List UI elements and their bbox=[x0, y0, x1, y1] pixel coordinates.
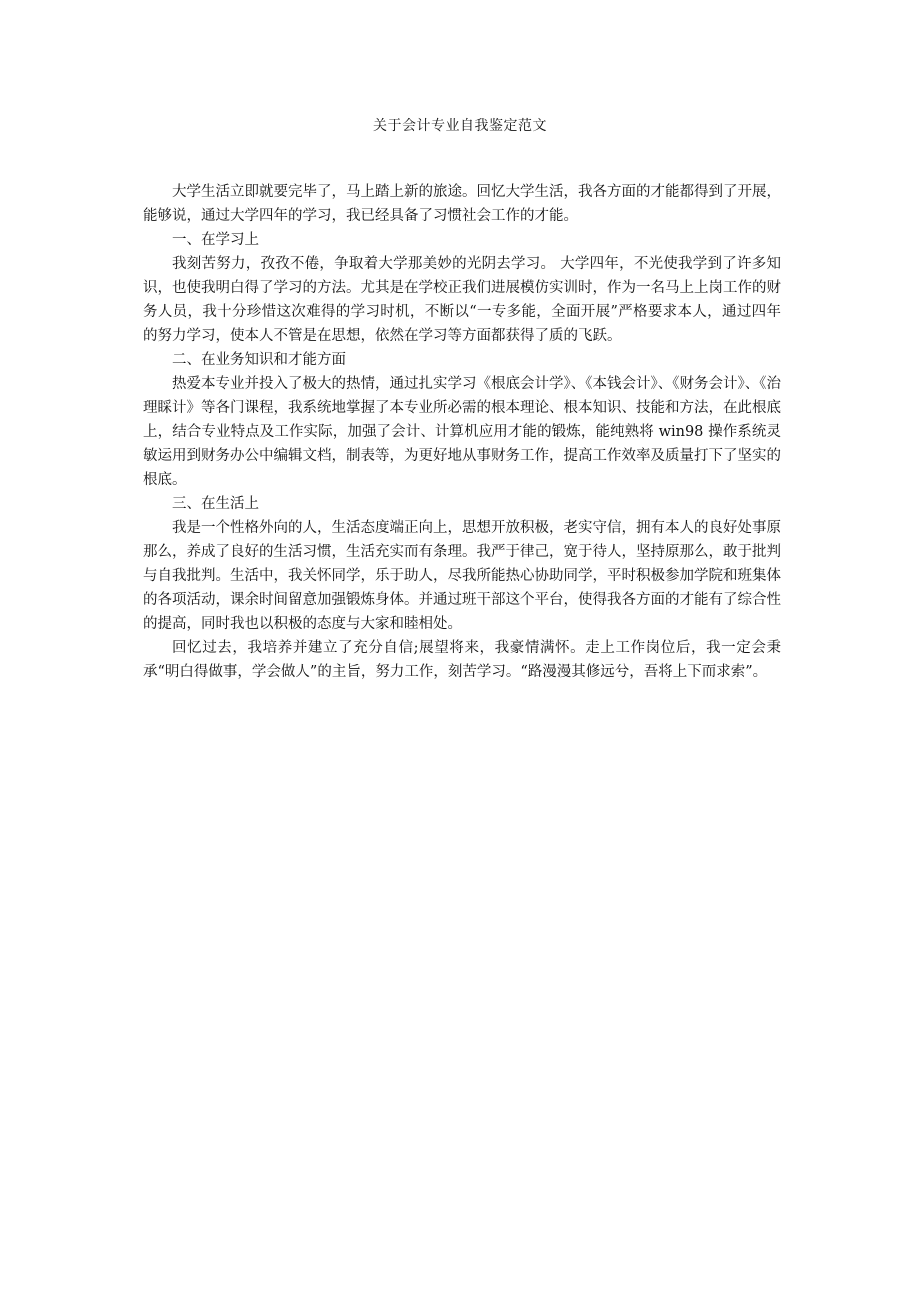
section-heading-life: 三、在生活上 bbox=[172, 496, 259, 512]
document-body bbox=[143, 180, 781, 684]
document-title: 关于会计专业自我鉴定范文 bbox=[373, 118, 547, 134]
section-heading-business-skills: 二、在业务知识和才能方面 bbox=[172, 352, 346, 368]
section-heading-study: 一、在学习上 bbox=[172, 232, 259, 248]
paragraph-study: 我刻苦努力，孜孜不倦，争取着大学那美妙的光阴去学习。 大学四年，不光使我学到了许多知识，也使我明白得了学习的方法。尤其是在学校正我们进展模仿实训时，作为一名马上上岗工作的财务人员，我十分珍惜这次难得的学习时机，不断以“一专多能，全面开展”严格要求本人，通过四年的努力学习，使本人不管是在思想，依然在学习等方面都获得了质的飞跃。 bbox=[143, 256, 781, 344]
paragraph-life: 我是一个性格外向的人，生活态度端正向上，思想开放积极，老实守信，拥有本人的良好处事原那么，养成了良好的生活习惯，生活充实而有条理。我严于律己，宽于待人，坚持原那么，敢于批判与自我批判。生活中，我关怀同学，乐于助人，尽我所能热心协助同学，平时积极参加学院和班集体的各项活动，课余时间留意加强锻炼身体。并通过班干部这个平台，使得我各方面的才能有了综合性的提高，同时我也以积极的态度与大家和睦相处。 bbox=[143, 520, 781, 632]
paragraph-intro: 大学生活立即就要完毕了，马上踏上新的旅途。回忆大学生活，我各方面的才能都得到了开展，能够说，通过大学四年的学习，我已经具备了习惯社会工作的才能。 bbox=[143, 184, 781, 224]
paragraph-business-skills: 热爱本专业并投入了极大的热情，通过扎实学习《根底会计学》、《本钱会计》、《财务会计》、《治理睬计》等各门课程，我系统地掌握了本专业所必需的根本理论、根本知识、技能和方法，在此根底上，结合专业特点及工作实际，加强了会计、计算机应用才能的锻炼，能纯熟将 win98 操作系统灵敏运用到财务办公中编辑文档，制表等，为更好地从事财务工作，提高工作效率及质量打下了坚实的根底。 bbox=[143, 376, 781, 488]
paragraph-conclusion: 回忆过去，我培养并建立了充分自信;展望将来，我豪情满怀。走上工作岗位后，我一定会秉承“明白得做事，学会做人”的主旨，努力工作，刻苦学习。“路漫漫其修远兮，吾将上下而求索”。 bbox=[143, 640, 781, 680]
